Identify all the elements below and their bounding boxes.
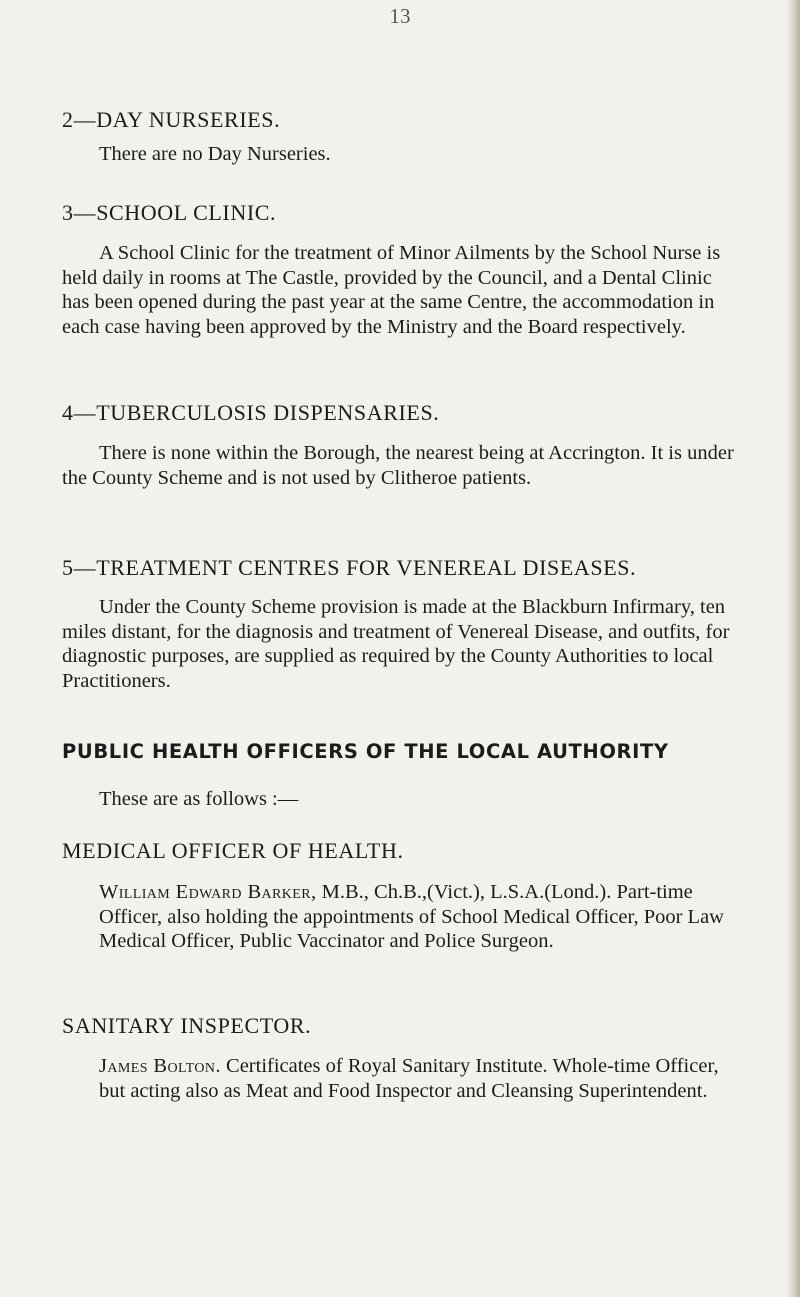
section-heading-school-clinic: 3—SCHOOL CLINIC. [62,200,277,225]
tuberculosis-text: There is none within the Borough, the nearest being at Accrington. It is under the County Scheme and is not used by Clitheroe patients. [62,442,734,489]
moh-name: William Edward Barker, [99,881,317,903]
sanitary-inspector-heading: SANITARY INSPECTOR. [62,1013,312,1038]
page-edge-shadow [786,0,800,1297]
page-number: 13 [389,4,411,28]
moh-details: M.B., Ch.B.,(Vict.), L.S.A.(Lond.). Part-time Officer, also holding the appointments of School Medical Officer, Poor Law Medical Officer, Public Vaccinator and Police Surgeon. [99,881,724,952]
day-nurseries-text: There are no Day Nurseries. [99,143,331,165]
section-heading-tuberculosis: 4—TUBERCULOSIS DISPENSARIES. [62,400,440,425]
section-heading-day-nurseries: 2—DAY NURSERIES. [62,107,281,132]
sanitary-inspector-name: James Bolton. [99,1055,221,1077]
officers-intro: These are as follows :— [99,788,299,810]
sanitary-inspector-entry [62,1054,738,1103]
sanitary-inspector-details: Certificates of Royal Sanitary Institute. Whole-time Officer, but acting also as Meat and Food Inspector and Cleansing Superintendent. [99,1055,719,1102]
venereal-diseases-text: Under the County Scheme provision is made at the Blackburn Infirmary, ten miles distant, for the diagnosis and treatment of Venereal Disease, and outfits, for diagnostic purposes, are supplied as required by the County Authorities to local Practitioners. [62,596,730,692]
school-clinic-text: A School Clinic for the treatment of Minor Ailments by the School Nurse is held daily in rooms at The Castle, provided by the Council, and a Dental Clinic has been opened during the past year at the same Centre, the accommodation in each case having been approved by the Ministry and the Board respectively. [62,242,721,338]
officers-heading: PUBLIC HEALTH OFFICERS OF THE LOCAL AUTHORITY [62,740,669,763]
section-heading-venereal-diseases: 5—TREATMENT CENTRES FOR VENEREAL DISEASES. [62,555,637,580]
moh-entry [62,880,738,954]
moh-heading: MEDICAL OFFICER OF HEALTH. [62,838,404,863]
